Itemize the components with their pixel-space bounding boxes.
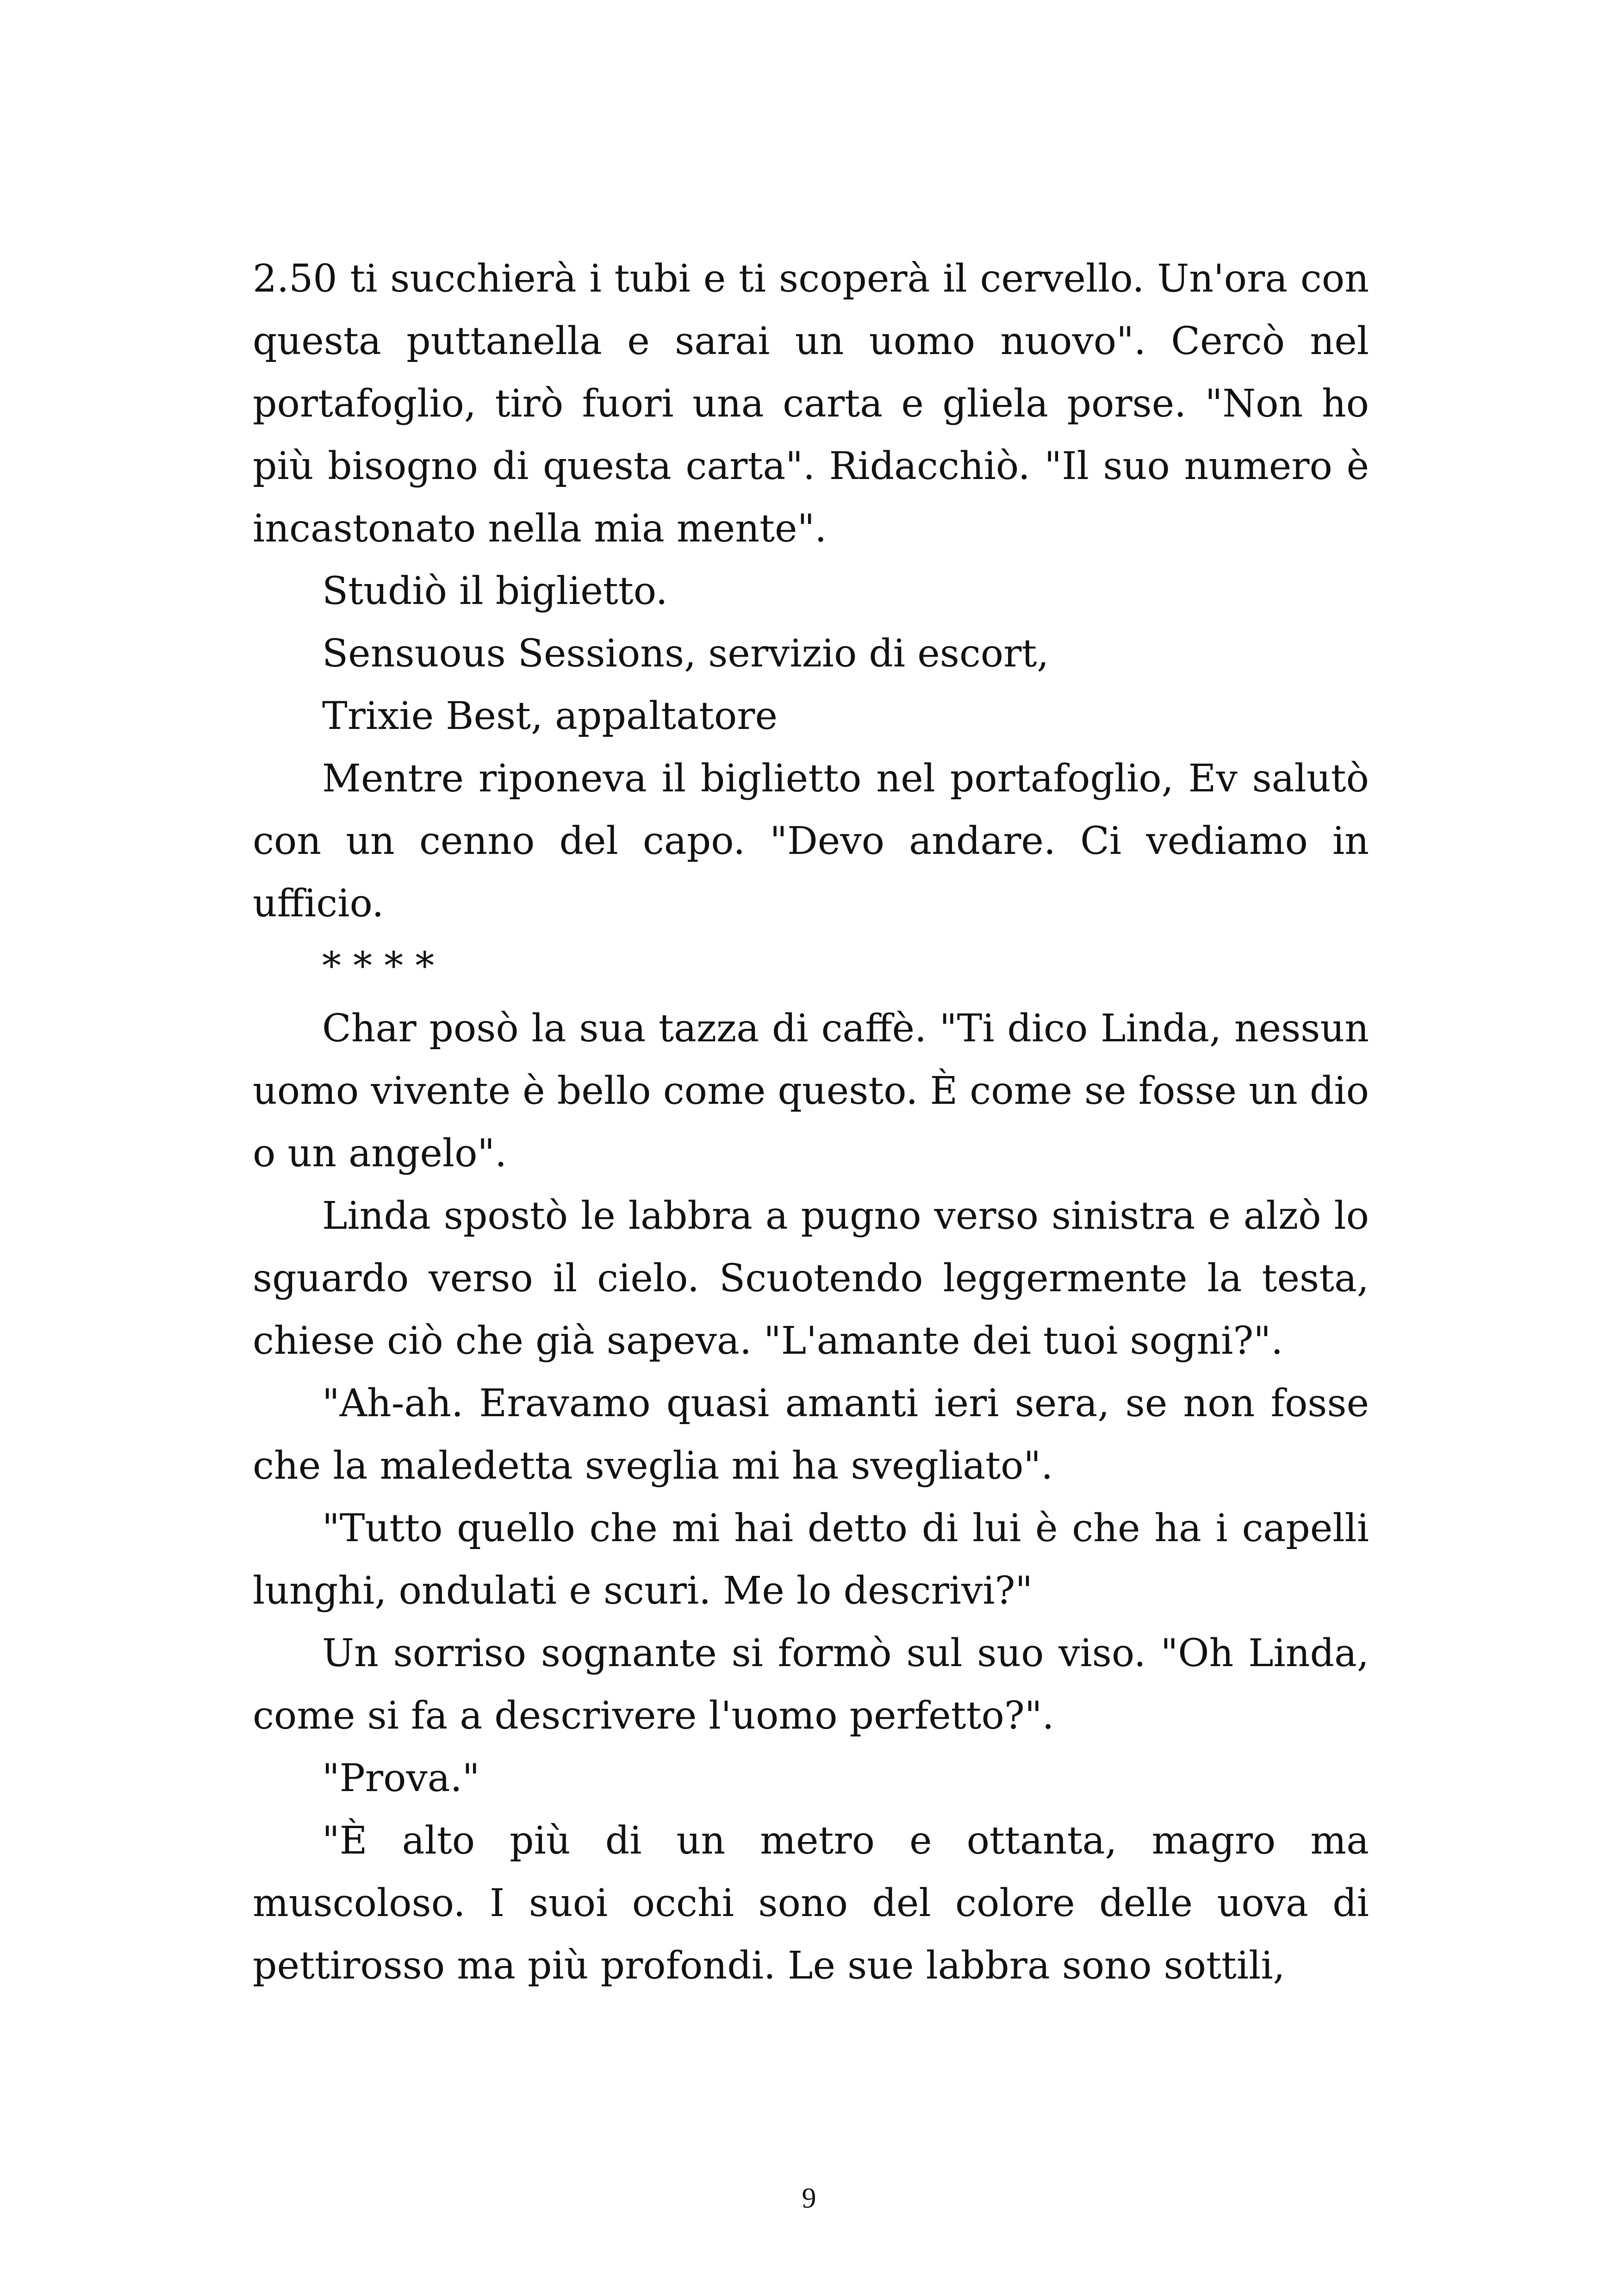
body-text xyxy=(253,248,1369,1997)
paragraph: Sensuous Sessions, servizio di escort, xyxy=(322,632,1049,676)
paragraph: "Tutto quello che mi hai detto di lui è che ha i capelli lunghi, ondulati e scuri. Me lo descrivi?" xyxy=(253,1506,1369,1613)
paragraph: "È alto più di un metro e ottanta, magro ma muscoloso. I suoi occhi sono del colore delle uova di pettirosso ma più profondi. Le sue labbra sono sottili, xyxy=(253,1819,1369,1988)
paragraph: Un sorriso sognante si formò sul suo viso. "Oh Linda, come si fa a descrivere l'uomo perfetto?". xyxy=(253,1631,1369,1738)
paragraph: Char posò la sua tazza di caffè. "Ti dico Linda, nessun uomo vivente è bello come questo. È come se fosse un dio o un angelo". xyxy=(253,1007,1369,1176)
paragraph: Studiò il biglietto. xyxy=(322,569,668,613)
scene-break: * * * * xyxy=(322,944,435,988)
paragraph: "Prova." xyxy=(322,1756,480,1800)
paragraph: Mentre riponeva il biglietto nel portafoglio, Ev salutò con un cenno del capo. "Devo andare. Ci vediamo in ufficio. xyxy=(253,757,1369,926)
paragraph: Trixie Best, appaltatore xyxy=(322,694,778,738)
paragraph-continuation: 2.50 ti succhierà i tubi e ti scoperà il cervello. Un'ora con questa puttanella e sarai un uomo nuovo". Cercò nel portafoglio, tirò fuori una carta e gliela porse. "Non ho più bisogno di questa carta". Ridacchiò. "Il suo numero è incastonato nella mia mente". xyxy=(253,257,1369,551)
paragraph: "Ah-ah. Eravamo quasi amanti ieri sera, se non fosse che la maledetta sveglia mi ha svegliato". xyxy=(253,1381,1369,1488)
paragraph: Linda spostò le labbra a pugno verso sinistra e alzò lo sguardo verso il cielo. Scuotendo leggermente la testa, chiese ciò che già sapeva. "L'amante dei tuoi sogni?". xyxy=(253,1194,1369,1363)
page-number: 9 xyxy=(802,2183,816,2214)
